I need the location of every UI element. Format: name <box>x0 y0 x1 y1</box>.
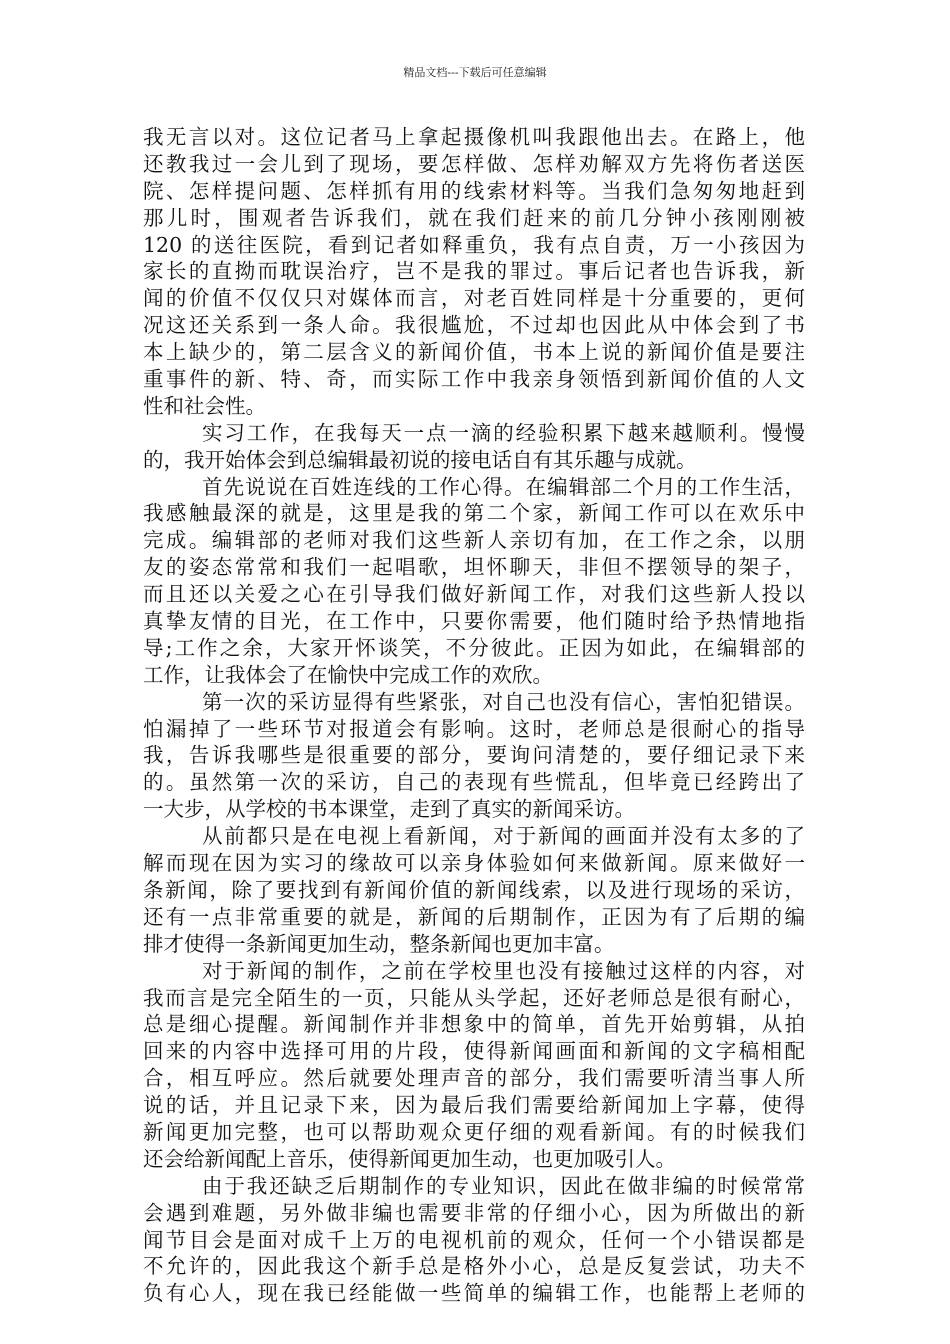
text-line: 负有心人，现在我已经能做一些简单的编辑工作，也能帮上老师的 <box>143 1281 805 1306</box>
paragraph <box>143 474 805 689</box>
text-line: 我，告诉我哪些是很重要的部分，要询问清楚的，要仔细记录下来 <box>143 743 805 768</box>
text-line: 还会给新闻配上音乐，使得新闻更加生动，也更加吸引人。 <box>143 1146 676 1171</box>
text-line: 新闻更加完整，也可以帮助观众更仔细的观看新闻。有的时候我们 <box>143 1119 805 1144</box>
text-line: 总是细心提醒。新闻制作并非想象中的简单，首先开始剪辑，从拍 <box>143 1012 805 1037</box>
text-line: 而且还以关爱之心在引导我们做好新闻工作，对我们这些新人投以 <box>143 582 805 607</box>
text-line: 完成。编辑部的老师对我们这些新人亲切有加，在工作之余，以朋 <box>143 528 805 553</box>
text-line: 不允许的，因此我这个新手总是格外小心，总是反复尝试，功夫不 <box>143 1254 805 1279</box>
text-line: 真挚友情的目光，在工作中，只要你需要，他们随时给予热情地指 <box>143 609 805 634</box>
text-line: 我感触最深的就是，这里是我的第二个家，新闻工作可以在欢乐中 <box>143 501 805 526</box>
text-line: 合，相互呼应。然后就要处理声音的部分，我们需要听清当事人所 <box>143 1066 805 1091</box>
text-line: 由于我还缺乏后期制作的专业知识，因此在做非编的时候常常 <box>202 1173 805 1198</box>
text-line: 回来的内容中选择可用的片段，使得新闻画面和新闻的文字稿相配 <box>143 1039 805 1064</box>
document-body <box>143 124 805 1307</box>
text-line: 的。虽然第一次的采访，自己的表现有些慌乱，但毕竟已经跨出了 <box>143 770 805 795</box>
text-line: 本上缺少的，第二层含义的新闻价值，书本上说的新闻价值是要注 <box>143 340 805 365</box>
text-line: 闻的价值不仅仅只对媒体而言，对老百姓同样是十分重要的，更何 <box>143 286 805 311</box>
text-line: 闻节目会是面对成千上万的电视机前的观众，任何一个小错误都是 <box>143 1227 805 1252</box>
text-line: 还有一点非常重要的就是，新闻的后期制作，正因为有了后期的编 <box>143 904 805 929</box>
text-line: 导;工作之余，大家开怀谈笑，不分彼此。正因为如此，在编辑部的 <box>143 635 805 660</box>
text-line: 的，我开始体会到总编辑最初说的接电话自有其乐趣与成就。 <box>143 447 697 472</box>
text-line: 条新闻，除了要找到有新闻价值的新闻线索，以及进行现场的采访， <box>143 877 805 902</box>
paragraph <box>143 823 805 957</box>
text-line: 首先说说在百姓连线的工作心得。在编辑部二个月的工作生活， <box>202 474 805 499</box>
text-line: 院、怎样提问题、怎样抓有用的线索材料等。当我们急匆匆地赶到 <box>143 178 805 203</box>
text-line: 家长的直拗而耽误治疗，岂不是我的罪过。事后记者也告诉我，新 <box>143 259 805 284</box>
text-line: 从前都只是在电视上看新闻，对于新闻的画面并没有太多的了 <box>202 824 805 849</box>
text-line: 120 的送往医院，看到记者如释重负，我有点自责，万一小孩因为 <box>143 232 805 257</box>
text-line: 重事件的新、特、奇，而实际工作中我亲身领悟到新闻价值的人文 <box>143 367 805 392</box>
text-line: 那儿时，围观者告诉我们，就在我们赶来的前几分钟小孩刚刚被 <box>143 205 805 230</box>
text-line: 排才使得一条新闻更加生动，整条新闻也更加丰富。 <box>143 931 615 956</box>
text-line: 怕漏掉了一些环节对报道会有影响。这时，老师总是很耐心的指导 <box>143 716 805 741</box>
paragraph <box>143 420 805 474</box>
paragraph <box>143 1173 805 1307</box>
text-line: 友的姿态常常和我们一起唱歌，坦怀聊天，非但不摆领导的架子， <box>143 555 805 580</box>
text-line: 我而言是完全陌生的一页，只能从头学起，还好老师总是很有耐心， <box>143 985 805 1010</box>
text-line: 况这还关系到一条人命。我很尴尬，不过却也因此从中体会到了书 <box>143 313 805 338</box>
text-line: 解而现在因为实习的缘故可以亲身体验如何来做新闻。原来做好一 <box>143 851 805 876</box>
paragraph <box>143 958 805 1173</box>
text-line: 还教我过一会儿到了现场，要怎样做、怎样劝解双方先将伤者送医 <box>143 151 805 176</box>
text-line: 实习工作，在我每天一点一滴的经验积累下越来越顺利。慢慢 <box>202 420 805 445</box>
text-line: 会遇到难题，另外做非编也需要非常的仔细小心，因为所做出的新 <box>143 1200 805 1225</box>
text-line: 对于新闻的制作，之前在学校里也没有接触过这样的内容，对 <box>202 958 805 983</box>
text-line: 我无言以对。这位记者马上拿起摄像机叫我跟他出去。在路上，他 <box>143 125 805 149</box>
text-line: 一大步，从学校的书本课堂，走到了真实的新闻采访。 <box>143 797 635 822</box>
text-line: 工作，让我体会了在愉快中完成工作的欢欣。 <box>143 662 553 687</box>
text-line: 性和社会性。 <box>143 393 266 418</box>
paragraph <box>143 689 805 823</box>
paragraph <box>143 124 805 420</box>
text-line: 第一次的采访显得有些紧张，对自己也没有信心，害怕犯错误。 <box>202 689 805 714</box>
text-line: 说的话，并且记录下来，因为最后我们需要给新闻加上字幕，使得 <box>143 1093 805 1118</box>
page-header: 精品文档---下载后可任意编辑 <box>403 66 547 79</box>
